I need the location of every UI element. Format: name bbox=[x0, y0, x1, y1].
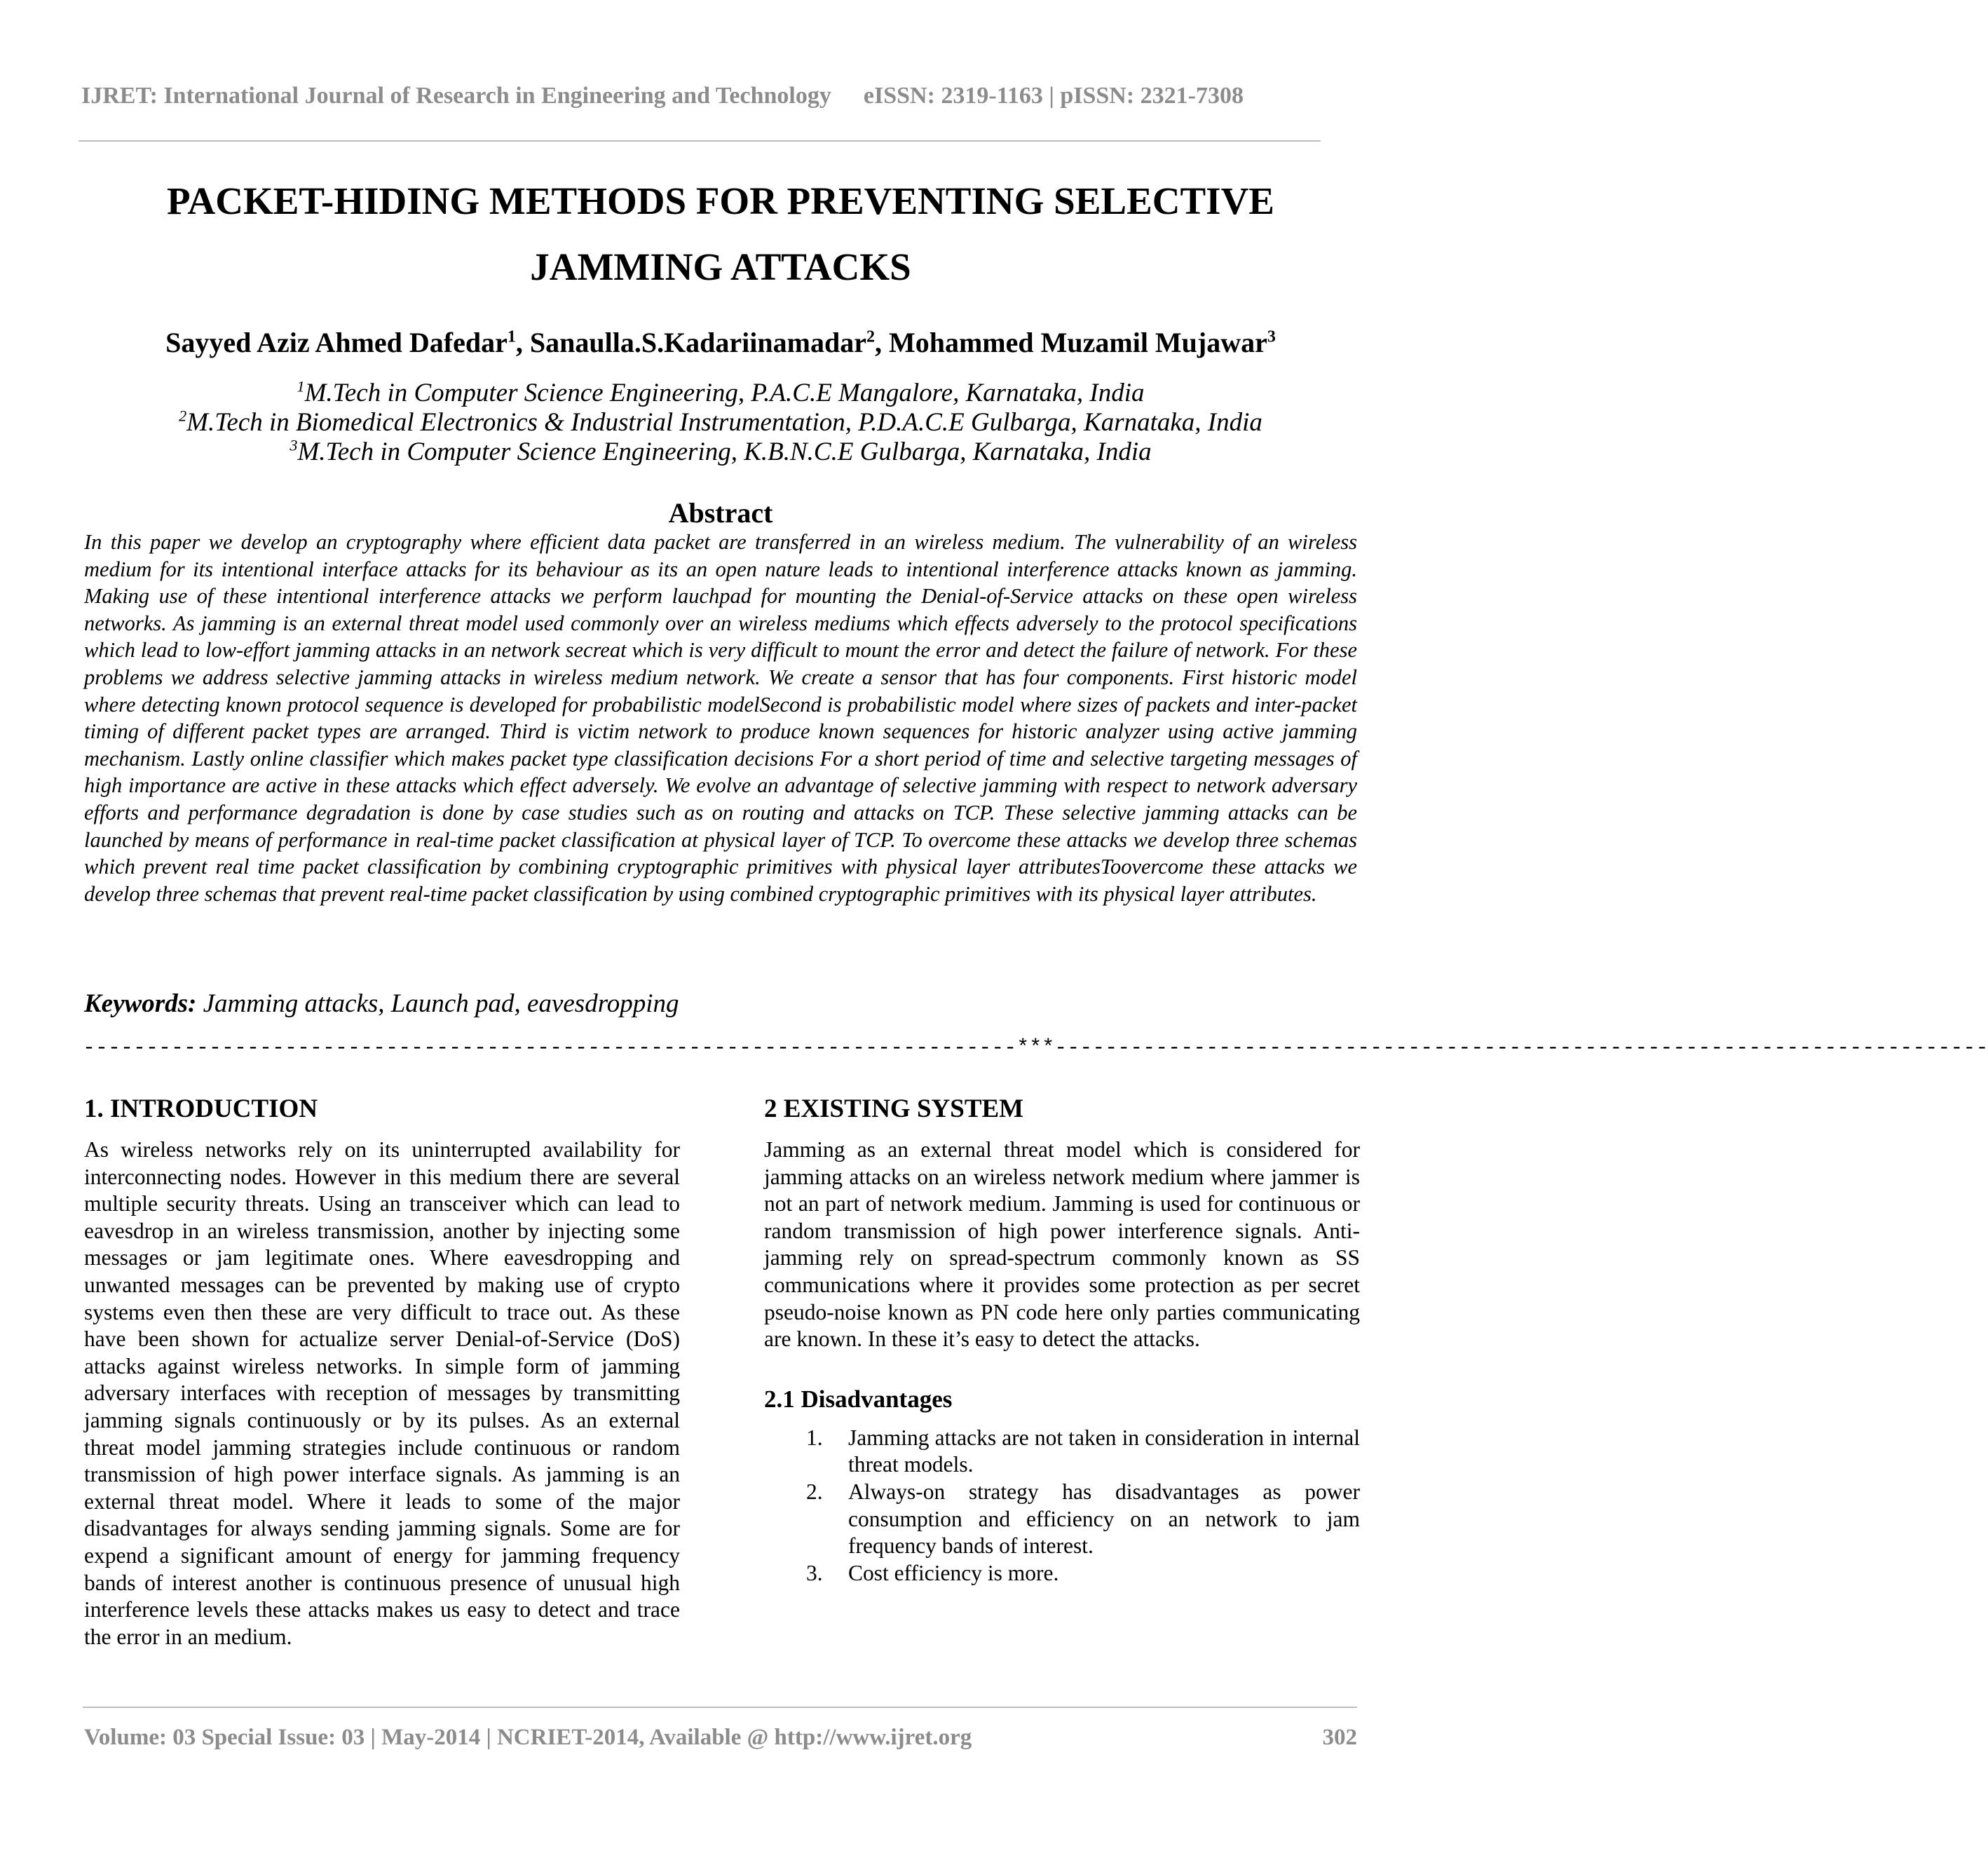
list-item-text: Cost efficiency is more. bbox=[848, 1560, 1059, 1585]
running-header bbox=[81, 83, 1244, 109]
affiliation-sup: 1 bbox=[297, 377, 305, 395]
title-line-1: PACKET-HIDING METHODS FOR PREVENTING SELECTIVE bbox=[167, 179, 1274, 222]
affiliation bbox=[79, 379, 1363, 408]
keywords-text: Jamming attacks, Launch pad, eavesdropping bbox=[196, 989, 679, 1018]
left-column bbox=[84, 1094, 680, 1650]
list-item-text: Always-on strategy has disadvantages as power consumption and efficiency on an network to jam frequency bands of interest. bbox=[848, 1479, 1360, 1559]
list-item-text: Jamming attacks are not taken in consideration in internal threat models. bbox=[848, 1425, 1360, 1477]
existing-system-heading: 2 EXISTING SYSTEM bbox=[764, 1094, 1024, 1123]
existing-system-text: Jamming as an external threat model which is considered for jamming attacks on an wireless network medium where jammer is not an part of network medium. Jamming is used for continuous or random transmission of high power interference signals. Anti-jamming rely on spread-spectrum commonly known as SS communications where it provides some protection as per secret pseudo-noise known as PN code here only parties communicating are known. In these it’s easy to detect the attacks. bbox=[764, 1137, 1360, 1352]
list-item bbox=[764, 1479, 1360, 1560]
author-sup: 2 bbox=[866, 327, 875, 346]
list-item-number: 3. bbox=[806, 1560, 823, 1585]
author-name: Sanaulla.S.Kadariinamadar bbox=[529, 327, 866, 358]
author-list: Sayyed Aziz Ahmed Dafedar$^1$, Sanaulla.S.Kadariinamadar$^2$, Mohammed Muzamil Mujawar$^3$ bbox=[165, 327, 1276, 358]
affiliation-list bbox=[79, 379, 1363, 467]
list-item bbox=[764, 1560, 1360, 1587]
author-name: Sayyed Aziz Ahmed Dafedar bbox=[165, 327, 508, 358]
keywords bbox=[84, 989, 679, 1019]
affiliation bbox=[79, 408, 1363, 438]
list-item bbox=[764, 1425, 1360, 1479]
keywords-label: Keywords: bbox=[84, 989, 197, 1018]
journal-issn: eISSN: 2319-1163 | pISSN: 2321-7308 bbox=[863, 83, 1244, 109]
author-sup: 1 bbox=[507, 327, 516, 346]
footer-text: Volume: 03 Special Issue: 03 | May-2014 | NCRIET-2014, Available @ http://www.ijret.org bbox=[84, 1725, 972, 1750]
paper-title bbox=[79, 168, 1363, 300]
affiliation-text: M.Tech in Computer Science Engineering, P.A.C.E Mangalore, Karnataka, India bbox=[304, 379, 1145, 407]
affiliation-sup: 2 bbox=[179, 407, 187, 425]
disadvantages-list bbox=[764, 1425, 1360, 1587]
introduction-heading: 1. INTRODUCTION bbox=[84, 1094, 318, 1123]
journal-name: IJRET: International Journal of Research in Engineering and Technology bbox=[81, 83, 831, 109]
author-name: Mohammed Muzamil Mujawar bbox=[888, 327, 1267, 358]
page-number: 302 bbox=[1322, 1725, 1357, 1750]
affiliation bbox=[79, 438, 1363, 467]
introduction-text: As wireless networks rely on its uninterrupted availability for interconnecting nodes. However in this medium there are several multiple security threats. Using an transceiver which can lead to eavesdrop in an wireless transmission, another by injecting some messages or jam legitimate ones. Where eavesdropping and unwanted messages can be prevented by making use of crypto systems even then these are very difficult to trace out. As these have been shown for actualize server Denial-of-Service (DoS) attacks against wireless networks. In simple form of jamming adversary interfaces with reception of messages by transmitting jamming signals continuously or by its pulses. As an external threat model jamming strategies include continuous or random transmission of high power interface signals. As jamming is an external threat model. Where it leads to some of the major disadvantages for always sending jamming signals. Some are for expend a significant amount of energy for jamming frequency bands of interest another is continuous presence of unusual high interference levels these attacks makes us easy to detect and trace the error in an medium. bbox=[84, 1137, 680, 1649]
list-item-number: 1. bbox=[806, 1425, 823, 1450]
affiliation-text: M.Tech in Biomedical Electronics & Industrial Instrumentation, P.D.A.C.E Gulbarga, Karnataka, India bbox=[186, 408, 1262, 437]
right-column bbox=[764, 1094, 1360, 1587]
abstract-heading: Abstract bbox=[668, 497, 773, 529]
disadvantages-heading: 2.1 Disadvantages bbox=[764, 1385, 953, 1413]
footer-rule bbox=[83, 1707, 1357, 1708]
list-item-number: 2. bbox=[806, 1479, 823, 1504]
affiliation-sup: 3 bbox=[290, 436, 298, 454]
section-separator: --------------------------------------------------------------------------***-------------------------------------------------------------------------- bbox=[83, 1036, 1988, 1060]
title-line-2: JAMMING ATTACKS bbox=[530, 245, 911, 288]
affiliation-text: M.Tech in Computer Science Engineering, K.B.N.C.E Gulbarga, Karnataka, India bbox=[297, 438, 1152, 466]
abstract-text: In this paper we develop an cryptography where efficient data packet are transferred in an wireless medium. The vulnerability of an wireless medium for its intentional interface attacks for its behaviour as its an open nature leads to intentional interference attacks known as jamming. Making use of these intentional interference attacks we perform lauchpad for mounting the Denial-of-Service attacks on these open wireless networks. As jamming is an external threat model used commonly over an wireless mediums which effects adversely to the protocol specifications which lead to low-effort jamming attacks in an network secreat which is very difficult to mount the error and detect the failure of network. For these problems we address selective jamming attacks in wireless medium network. We create a sensor that has four components. First historic model where detecting known protocol sequence is developed for probabilistic modelSecond is probabilistic model where sizes of packets and inter-packet timing of different packet types are arranged. Third is victim network to produce known sequences for historic analyzer using active jamming mechanism. Lastly online classifier which makes packet type classification decisions For a short period of time and selective targeting messages of high importance are active in these attacks which effect adversely. We evolve an advantage of selective jamming with respect to network adversary efforts and performance degradation is done by case studies such as on routing and attacks on TCP. These selective jamming attacks can be launched by means of performance in real-time packet classification at physical layer of TCP. To overcome these attacks we develop three schemas which prevent real time packet classification by combining cryptographic primitives with physical layer attributesToovercome these attacks we develop three schemas that prevent real-time packet classification by using combined cryptographic primitives with its physical layer attributes. bbox=[84, 530, 1357, 906]
author-sup: 3 bbox=[1267, 327, 1276, 346]
header-rule bbox=[79, 140, 1321, 142]
